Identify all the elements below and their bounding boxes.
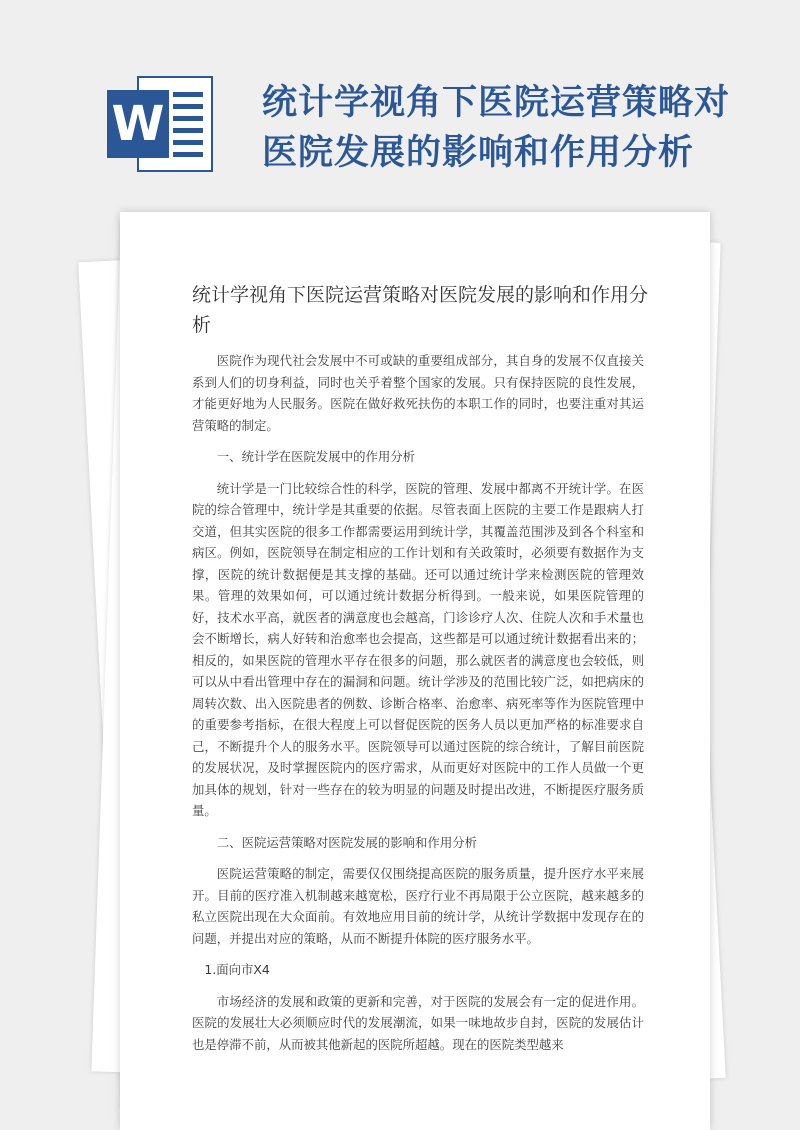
document-title: 统计学视角下医院运营策略对医院发展的影响和作用分析 [192, 284, 649, 336]
document-body [192, 350, 644, 1065]
document-page [120, 212, 710, 1130]
intro-paragraph: 医院作为现代社会发展中不可或缺的重要组成部分，其自身的发展不仅直接关系到人们的切身利益，同时也关乎着整个国家的发展。只有保持医院的良性发展，才能更好地为人民服务。医院在做好救死扶伤的本职工作的同时，也要注重对其运营策略的制定。 [192, 353, 644, 433]
header-title-line2: 医院发展的影响和作用分析 [262, 133, 695, 173]
word-badge: W [107, 90, 169, 158]
section-heading-1: 一、统计学在医院发展中的作用分析 [216, 449, 416, 464]
word-document-icon [107, 72, 215, 176]
subsection-heading-1: 1.面向市X4 [204, 962, 270, 977]
section-2-paragraph: 医院运营策略的制定，需要仅仅围绕提高医院的服务质量，提升医疗水平来展开。目前的医疗准入机制越来越宽松，医疗行业不再局限于公立医院，越来越多的私立医院出现在大众面前。有效地应用目前的统计学，从统计学数据中发现存在的问题，并提出对应的策略，从而不断提升体院的医疗服务水平。 [192, 866, 644, 946]
subsection-1-paragraph: 市场经济的发展和政策的更新和完善，对于医院的发展会有一定的促进作用。医院的发展壮大必须顺应时代的发展潮流，如果一味地故步自封，医院的发展估计也是停滞不前，从而被其他新起的医院所超越。现在的医院类型越来 [192, 993, 644, 1052]
section-heading-2: 二、医院运营策略对医院发展的影响和作用分析 [216, 834, 477, 850]
header [0, 0, 800, 200]
header-title [262, 78, 782, 178]
section-1-paragraph: 统计学是一门比较综合性的科学，医院的管理、发展中都离不开统计学。在医院的综合管理中，统计学是其重要的依据。尽管表面上医院的主要工作是跟病人打交道，但其实医院的很多工作都需要运用到统计学，其覆盖范围涉及到各个科室和病区。例如，医院领导在制定相应的工作计划和有关政策时，必须要有数据作为支撑，医院的统计数据便是其支撑的基础。还可以通过统计学来检测医院的管理效果。管理的效果如何，可以通过统计数据分析得到。一般来说，如果医院管理的好，技术水平高，就医者的满意度也会越高，门诊诊疗人次、住院人次和手术量也会不断增长，病人好转和治愈率也会提高，这些都是可以通过统计数据看出来的；相反的，如果医院的管理水平存在很多的问题，那么就医者的满意度也会较低，则可以从中看出管理中存在的漏洞和问题。统计学涉及的范围比较广泛，如把病床的周转次数、出入医院患者的例数、诊断合格率、治愈率、病死率等作为医院管理中的重要参考指标，在很大程度上可以督促医院的医务人员以更加严格的标准要求自己，不断提升个人的服务水平。医院领导可以通过医院的综合统计，了解目前医院的发展状况，及时掌握医院内的医疗需求，从而更好对医院中的工作人员做一个更加具体的规划，针对一些存在的较为明显的问题及时提出改进，不断提医疗服务质量。 [192, 480, 644, 818]
header-title-line1: 统计学视角下医院运营策略对 [262, 83, 731, 123]
